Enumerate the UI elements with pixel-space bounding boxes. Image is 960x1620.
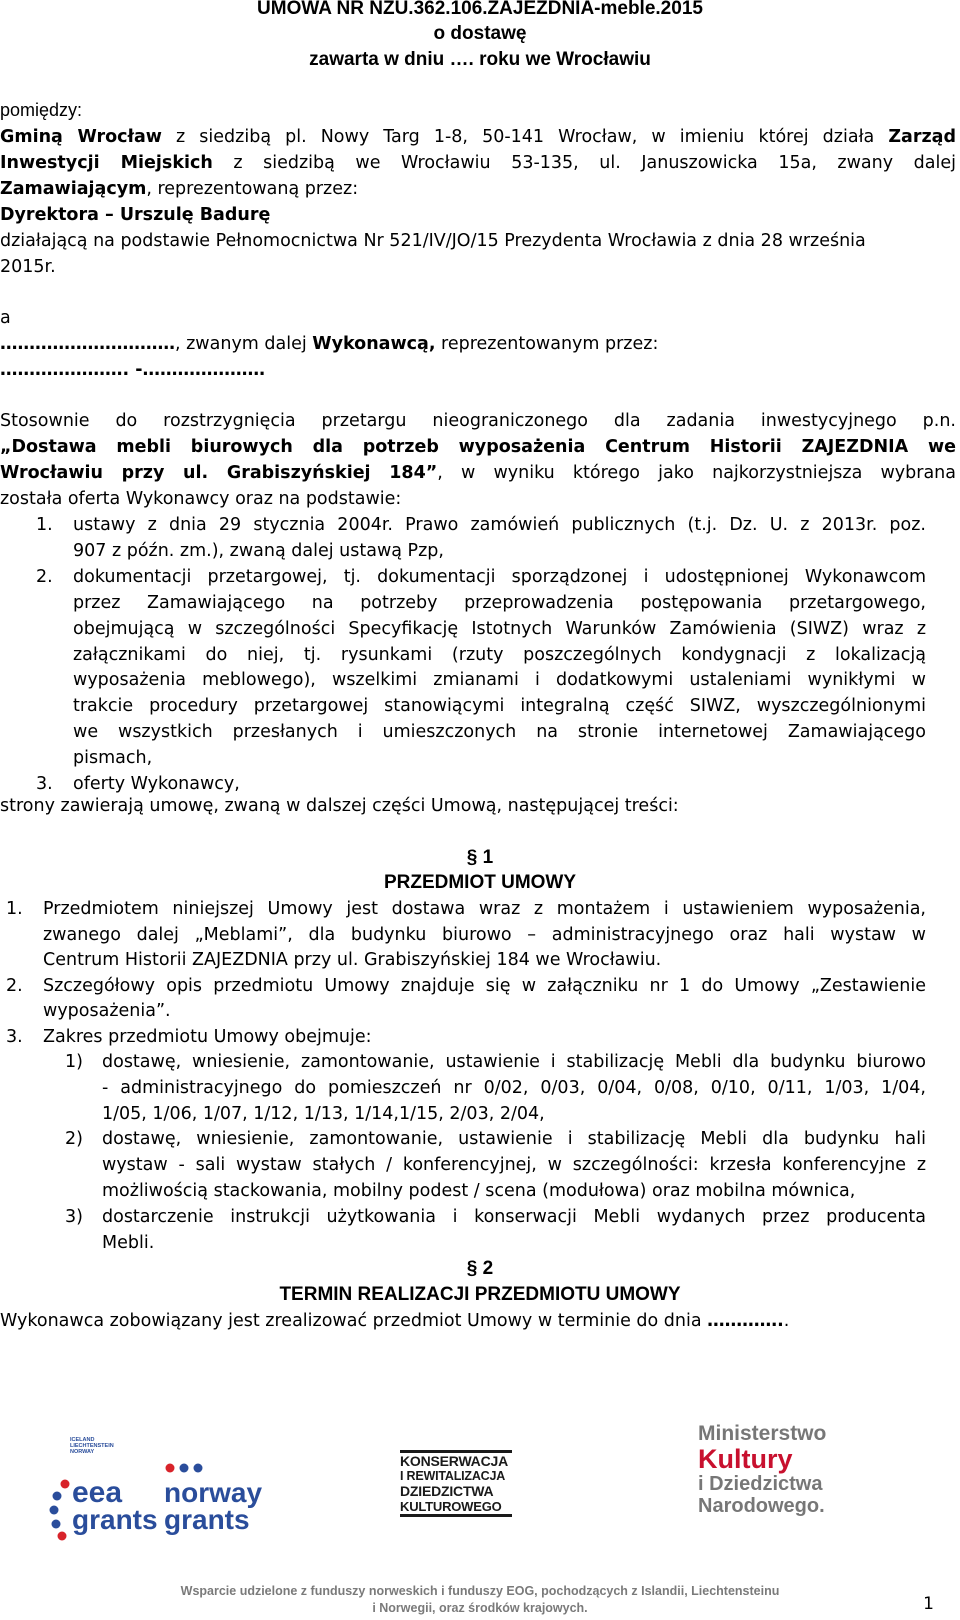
contract-date-line: zawarta w dniu …. roku we Wrocławiu: [309, 49, 651, 70]
konserwacja-logo-line: KONSERWACJA: [400, 1450, 512, 1469]
section-1-item-line: Zakres przedmiotu Umowy obejmuje:: [43, 1027, 372, 1047]
section-1-subitem-line: dostawę, wniesienie, zamontowanie, ustawienie i stabilizację Mebli dla budynku hali: [102, 1129, 926, 1150]
section-1-item-line: wyposażenia”.: [43, 1001, 171, 1022]
power-of-attorney-date: 2015r.: [0, 257, 56, 277]
section-1-subitem-number: 2): [65, 1129, 83, 1150]
section-1-subitem-number: 3): [65, 1206, 83, 1227]
basis-item-line: obejmującą w szczególności Specyfikację Istotnych Warunków Zamówienia (SIWZ) wraz z: [73, 618, 926, 639]
section-1-item-line: Szczegółowy opis przedmiotu Umowy znajduje się w załączniku nr 1 do Umowy „Zestawienie: [43, 975, 926, 996]
narodowego-word: Narodowego.: [698, 1495, 825, 1517]
norway-grants-word: grants: [164, 1504, 250, 1535]
intro-line-3: Wrocławiu przy ul. Grabiszyńskiej 184”, w wyniku którego jako najkorzystniejsza wybrana: [0, 463, 956, 483]
between-label: pomiędzy:: [0, 100, 83, 120]
section-1-sign: § 1: [466, 847, 494, 868]
contractor-representative: …………………. -…………………: [0, 360, 266, 380]
basis-item-line: pismach,: [73, 748, 153, 769]
section-1-subitem-line: możliwością stackowania, mobilny podest / scena (modułowa) oraz mobilna mównica,: [102, 1181, 856, 1201]
funding-footer-line-1: Wsparcie udzielone z funduszy norweskich i funduszy EOG, pochodzących z Islandii, Liechtensteinu: [180, 1584, 780, 1598]
basis-item-number: 2.: [36, 566, 53, 587]
section-1-item-number: 2.: [6, 975, 23, 996]
ministry-culture-logo: [698, 1422, 858, 1542]
section-1-item-line: Centrum Historii ZAJEZDNIA przy ul. Grabiszyńskiej 184 we Wrocławiu.: [43, 950, 662, 971]
dziedzictwa-word: i Dziedzictwa: [698, 1473, 823, 1495]
contract-title: UMOWA NR NZU.362.106.ZAJEZDNIA-meble.2015: [257, 0, 703, 19]
intro-line-4: została oferta Wykonawcy oraz na podstawie:: [0, 489, 402, 509]
eea-grants-word: grants: [72, 1504, 158, 1535]
funding-logos: [0, 1422, 960, 1580]
basis-item-line: wyposażenia meblowego), wszelkimi zmianami i dodatkowymi ustaleniami wynikłymi w: [73, 670, 926, 691]
section-1-subitem-line: dostarczenie instrukcji użytkowania i konserwacji Mebli wydanych przez producenta: [102, 1206, 926, 1227]
section-1-subitem-line: - administracyjnego do pomieszczeń nr 0/02, 0/03, 0/04, 0/08, 0/10, 0/11, 1/03, 1/04,: [102, 1077, 926, 1098]
section-2-title: TERMIN REALIZACJI PRZEDMIOTU UMOWY: [279, 1284, 681, 1305]
section-1-subitem-line: 1/05, 1/06, 1/07, 1/12, 1/13, 1/14,1/15, 2/03, 2/04,: [102, 1103, 545, 1124]
page-number: 1: [923, 1594, 934, 1614]
section-1-subitem-line: Mebli.: [102, 1232, 155, 1253]
power-of-attorney-line: działającą na podstawie Pełnomocnictwa Nr 521/IV/JO/15 Prezydenta Wrocławia z dnia 28 września: [0, 231, 866, 251]
basis-item-line: trakcie procedury przetargowej stanowiącymi integralną część SIWZ, wyszczególnionymi: [73, 696, 926, 717]
section-1-item-number: 1.: [6, 899, 23, 919]
konserwacja-logo-line: KULTUROWEGO: [400, 1499, 512, 1517]
konserwacja-logo-line: DZIEDZICTWA: [400, 1483, 494, 1499]
funding-footer: [60, 1583, 900, 1617]
konserwacja-logo-line: I REWITALIZACJA: [400, 1469, 506, 1483]
section-2-text: Wykonawca zobowiązany jest zrealizować przedmiot Umowy w terminie do dnia …………..: [0, 1311, 790, 1331]
director-line: Dyrektora – Urszulę Badurę: [0, 205, 271, 225]
funding-footer-line-2: i Norwegii, oraz środków krajowych.: [372, 1601, 588, 1615]
section-1-subitem-line: wystaw - sali wystaw stałych / konferencyjnej, w szczególności: krzesła konferencyjne z: [102, 1155, 926, 1176]
contractor-line: …………………………, zwanym dalej Wykonawcą, reprezentowanym przez:: [0, 334, 659, 354]
eea-word: eea: [72, 1476, 123, 1509]
basis-item-line: we wszystkich przesłanych i umieszczonych na stronie internetowej Zamawiającego: [73, 722, 926, 743]
norway-grants-logo: [160, 1450, 270, 1560]
contract-subtitle: o dostawę: [433, 23, 527, 44]
norway-word: norway: [164, 1477, 263, 1508]
closing-line: strony zawierają umowę, zwaną w dalszej części Umową, następującej treści:: [0, 796, 679, 816]
section-1-item-line: Przedmiotem niniejszej Umowy jest dostawa wraz z montażem i ustawieniem wyposażenia,: [43, 899, 926, 919]
section-1-subitem-line: dostawę, wniesienie, zamontowanie, ustawienie i stabilizację Mebli dla budynku biurowo: [102, 1052, 926, 1072]
ministry-word: Ministerstwo: [698, 1422, 827, 1445]
basis-item-line: 907 z późn. zm.), zwaną dalej ustawą Pzp,: [73, 540, 444, 561]
eea-country-caption: ICELAND LIECHTENSTEIN NORWAY: [70, 1437, 114, 1455]
section-1-item-line: zwanego dalej „Meblami”, dla budynku biurowo – administracyjnego oraz hali wystaw w: [43, 924, 926, 945]
norway-dots-icon: [164, 1462, 204, 1474]
section-1-item-number: 3.: [6, 1027, 23, 1047]
party-line-3: Zamawiającym, reprezentowaną przez:: [0, 179, 359, 199]
intro-line-2: „Dostawa mebli biurowych dla potrzeb wyposażenia Centrum Historii ZAJEZDNIA we: [0, 437, 956, 457]
eea-grants-logo: [48, 1437, 158, 1560]
party-line-1: Gminą Wrocław z siedzibą pl. Nowy Targ 1-8, 50-141 Wrocław, w imieniu której działa Zarząd: [0, 127, 956, 147]
intro-line-1: Stosownie do rozstrzygnięcia przetargu nieograniczonego dla zadania inwestycyjnego p.n.: [0, 411, 956, 431]
section-2-sign: § 2: [466, 1258, 494, 1279]
basis-item-number: 1.: [36, 515, 53, 535]
basis-item-number: 3.: [36, 774, 53, 794]
basis-item-line: dokumentacji przetargowej, tj. dokumentacji sporządzonej i udostępnionej Wykonawcom: [73, 566, 926, 587]
section-1-subitem-number: 1): [65, 1052, 83, 1072]
party-line-2: Inwestycji Miejskich z siedzibą we Wrocławiu 53-135, ul. Januszowicka 15a, zwany dalej: [0, 153, 956, 173]
konserwacja-logo: [400, 1450, 512, 1542]
kultury-word: Kultury: [698, 1444, 793, 1474]
basis-item-line: załącznikami do niej, tj. rysunkami (rzuty poszczególnych kondygnacji z lokalizacją: [73, 644, 926, 665]
section-1-title: PRZEDMIOT UMOWY: [383, 872, 577, 893]
basis-item-line: ustawy z dnia 29 stycznia 2004r. Prawo zamówień publicznych (t.j. Dz. U. z 2013r. poz.: [73, 515, 926, 535]
basis-item-line: przez Zamawiającego na potrzeby przeprowadzenia postępowania przetargowego,: [73, 592, 926, 613]
basis-item-line: oferty Wykonawcy,: [73, 774, 240, 794]
and-label: a: [0, 308, 11, 328]
